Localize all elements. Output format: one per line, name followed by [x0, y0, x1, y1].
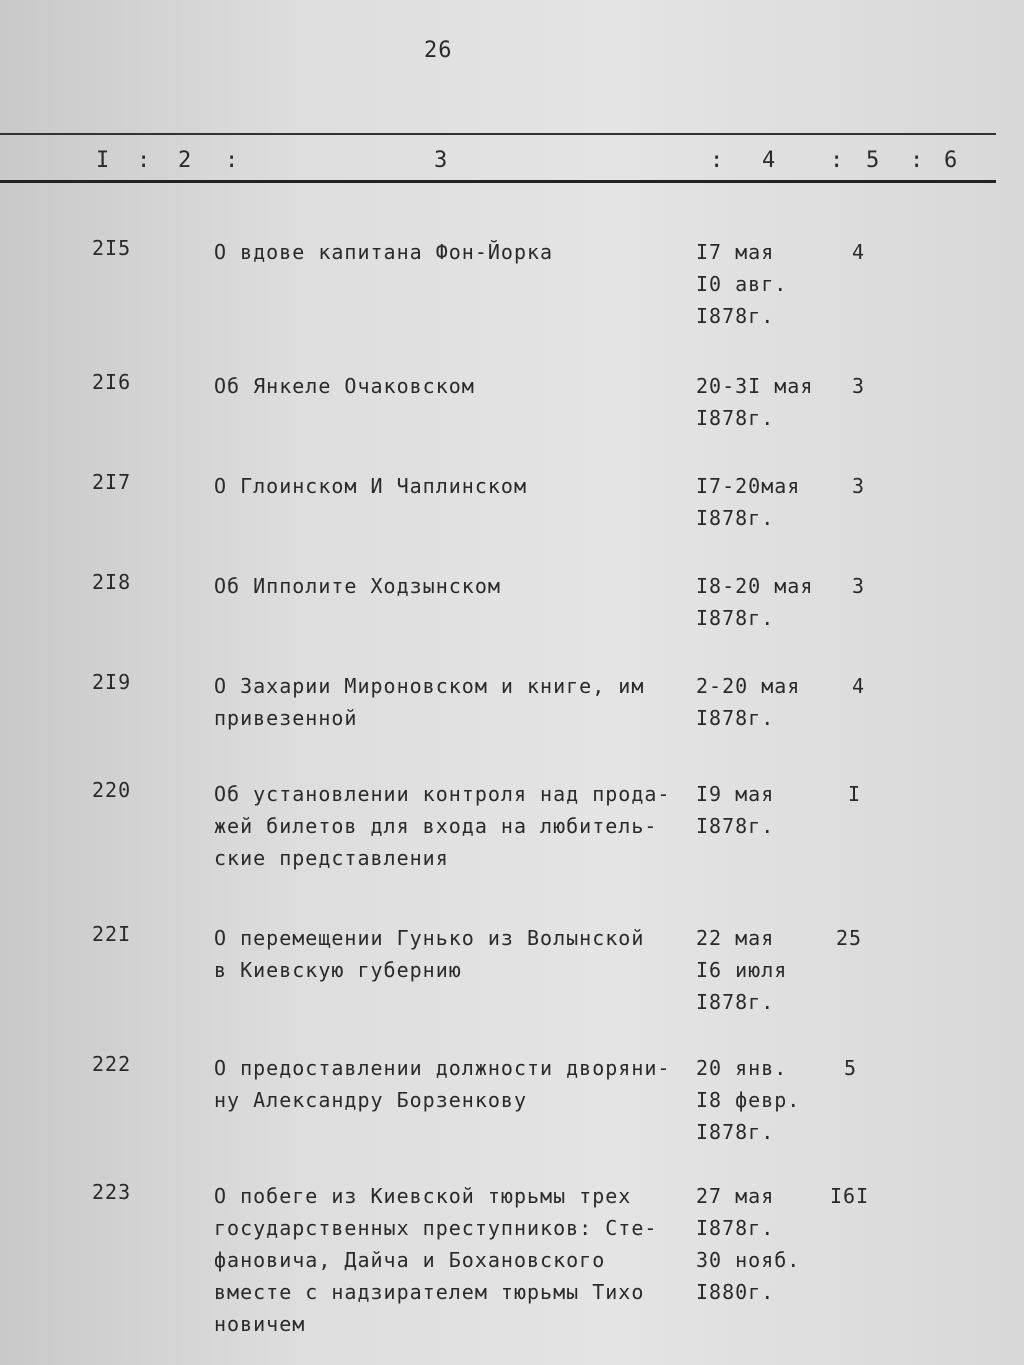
title-line: Об Ипполите Ходзынском: [214, 574, 501, 598]
date-line: I7-20мая: [696, 474, 801, 498]
header-rule-bottom: [0, 180, 996, 183]
date-line: I878г.: [696, 506, 775, 530]
header-rule-top: [0, 133, 996, 135]
col-sep: :: [910, 148, 925, 173]
entry-dates: [696, 1180, 800, 1308]
date-line: I8 февр.: [696, 1088, 801, 1112]
entry-number: 223: [92, 1180, 132, 1204]
col-sep: :: [710, 148, 725, 173]
title-line: О побеге из Киевской тюрьмы трех: [214, 1184, 632, 1208]
title-line: новичем: [214, 1312, 306, 1336]
entry-title: [214, 778, 692, 874]
entry-dates: [696, 370, 813, 434]
entry-sheet-count: 3: [852, 574, 866, 598]
entry-sheet-count: 5: [844, 1056, 858, 1080]
date-line: I7 мая: [696, 240, 775, 264]
date-line: I878г.: [696, 990, 775, 1014]
date-line: 20 янв.: [696, 1056, 788, 1080]
entry-number: 2I8: [92, 570, 132, 594]
date-line: I880г.: [696, 1280, 775, 1304]
entry-sheet-count: 4: [852, 674, 866, 698]
date-line: 27 мая: [696, 1184, 775, 1208]
entry-title: [214, 1052, 692, 1116]
entry-dates: [696, 570, 813, 634]
entry-number: 22I: [92, 922, 132, 946]
date-line: I878г.: [696, 706, 775, 730]
title-line: Об установлении контроля над прода-: [214, 782, 671, 806]
col-sep: :: [137, 148, 152, 173]
page-number: 26: [424, 38, 453, 63]
date-line: 30 нояб.: [696, 1248, 801, 1272]
entry-sheet-count: 25: [836, 926, 863, 950]
date-line: I8-20 мая: [696, 574, 814, 598]
title-line: государственных преступников: Сте-: [214, 1216, 658, 1240]
entry-number: 2I5: [92, 236, 132, 260]
title-line: О вдове капитана Фон-Йорка: [214, 240, 554, 264]
entry-title: [214, 370, 692, 402]
date-line: I878г.: [696, 814, 775, 838]
date-line: I878г.: [696, 1120, 775, 1144]
title-line: фановича, Дайча и Бохановского: [214, 1248, 606, 1272]
date-line: I9 мая: [696, 782, 775, 806]
entry-number: 2I7: [92, 470, 132, 494]
entry-dates: [696, 922, 787, 1018]
title-line: ские представления: [214, 846, 449, 870]
title-line: О предоставлении должности дворяни-: [214, 1056, 671, 1080]
entry-number: 220: [92, 778, 132, 802]
title-line: ну Александру Борзенкову: [214, 1088, 527, 1112]
entry-title: [214, 922, 692, 986]
col-sep: :: [225, 148, 240, 173]
date-line: 20-3I мая: [696, 374, 814, 398]
entry-sheet-count: 3: [852, 374, 866, 398]
entry-title: [214, 236, 692, 268]
date-line: 2-20 мая: [696, 674, 801, 698]
date-line: I878г.: [696, 406, 775, 430]
date-line: I0 авг.: [696, 272, 788, 296]
title-line: жей билетов для входа на любитель-: [214, 814, 658, 838]
entry-title: [214, 670, 692, 734]
date-line: I878г.: [696, 304, 775, 328]
entry-sheet-count: I6I: [830, 1184, 870, 1208]
col-5-label: 5: [866, 148, 881, 173]
title-line: вместе с надзирателем тюрьмы Тихо: [214, 1280, 645, 1304]
col-sep: :: [830, 148, 845, 173]
entry-dates: [696, 236, 787, 332]
col-2-label: 2: [178, 148, 193, 173]
date-line: I878г.: [696, 1216, 775, 1240]
col-1-label: I: [96, 148, 111, 173]
entry-dates: [696, 670, 800, 734]
entry-title: [214, 1180, 692, 1340]
entry-number: 222: [92, 1052, 132, 1076]
entry-sheet-count: I: [848, 782, 862, 806]
col-3-label: 3: [434, 148, 449, 173]
entry-title: [214, 470, 692, 502]
title-line: в Киевскую губернию: [214, 958, 462, 982]
title-line: О Глоинском И Чаплинском: [214, 474, 527, 498]
entry-number: 2I9: [92, 670, 132, 694]
title-line: О Захарии Мироновском и книге, им: [214, 674, 645, 698]
title-line: Об Янкеле Очаковском: [214, 374, 475, 398]
title-line: О перемещении Гунько из Волынской: [214, 926, 645, 950]
date-line: I6 июля: [696, 958, 788, 982]
entry-number: 2I6: [92, 370, 132, 394]
col-6-label: 6: [944, 148, 959, 173]
entry-dates: [696, 778, 774, 842]
date-line: I878г.: [696, 606, 775, 630]
entry-sheet-count: 3: [852, 474, 866, 498]
entry-sheet-count: 4: [852, 240, 866, 264]
col-4-label: 4: [762, 148, 777, 173]
entry-title: [214, 570, 692, 602]
title-line: привезенной: [214, 706, 358, 730]
entry-dates: [696, 1052, 800, 1148]
entry-dates: [696, 470, 800, 534]
date-line: 22 мая: [696, 926, 775, 950]
